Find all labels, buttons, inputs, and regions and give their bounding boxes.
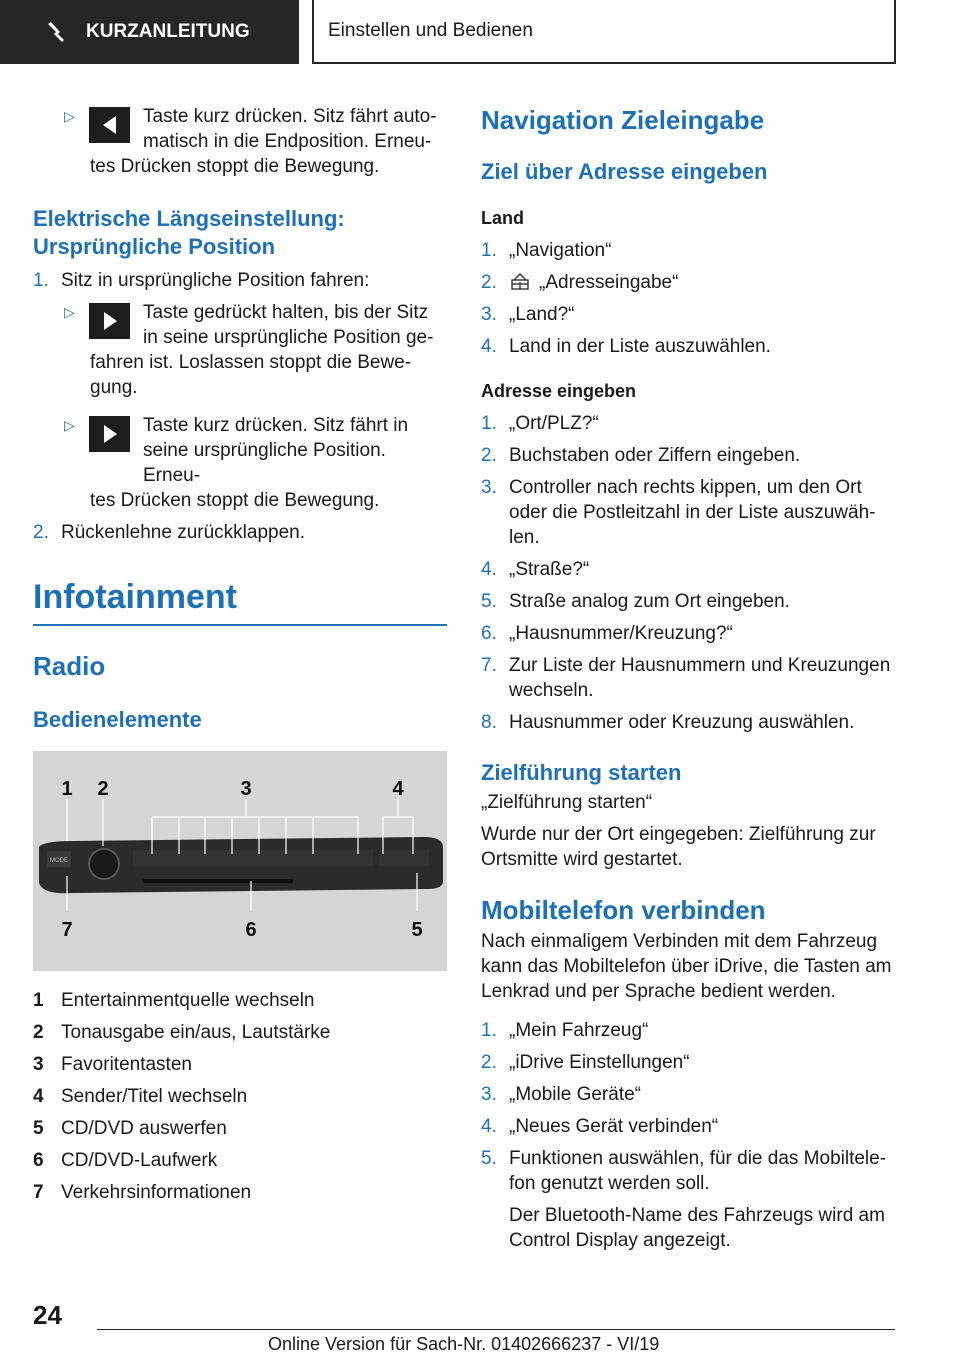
step-text: Hausnummer oder Kreuzung auswählen.	[509, 712, 855, 733]
step-number: 8.	[481, 712, 497, 733]
legend-item	[33, 1020, 447, 1045]
list-item	[481, 589, 896, 614]
step-number: 4.	[481, 336, 497, 357]
list-item	[481, 302, 896, 327]
legend-number: 5	[33, 1118, 44, 1139]
step-number: 1.	[33, 270, 49, 291]
legend-text: Verkehrsinformationen	[61, 1182, 252, 1203]
seat-forward-button-icon	[89, 416, 130, 452]
figure-label: 5	[411, 919, 423, 941]
list-item	[481, 621, 896, 646]
legend-text: Tonausgabe ein/aus, Lautstärke	[61, 1022, 331, 1043]
step-number: 1.	[481, 413, 497, 434]
legend-item	[33, 1180, 447, 1205]
step-number: 1.	[481, 1020, 497, 1041]
legend-text: Sender/Titel wechseln	[61, 1086, 248, 1107]
step-text: „Land?“	[509, 304, 575, 325]
seat-steps-continued	[33, 520, 447, 545]
step-text: „Neues Gerät verbinden“	[509, 1116, 719, 1137]
figure-label: 3	[240, 778, 252, 800]
figure-mode-label: MODE	[50, 858, 68, 864]
label-address-input: Adresse eingeben	[481, 381, 637, 401]
heading-radio: Radio	[33, 651, 106, 681]
bullet-text-line: matisch in die Endposition. Erneu-	[143, 131, 432, 152]
page-number: 24	[33, 1300, 62, 1330]
step-text: „Mobile Geräte“	[509, 1084, 641, 1105]
heading-line: Ursprüngliche Position	[33, 234, 276, 259]
step-text: „Adresseingabe“	[539, 272, 679, 293]
phone-text: Nach einmaligem Verbinden mit dem Fahrzeug kann das Mobiltelefon über iDrive, die Tasten am Lenkrad und per Sprache bedient werden.	[481, 931, 892, 1002]
step-number: 5.	[481, 1148, 497, 1169]
list-item	[481, 1050, 896, 1075]
route-text: Wurde nur der Ort eingegeben: Zielführung zur Ortsmitte wird gestartet.	[481, 824, 876, 870]
legend-text: Favoritentasten	[61, 1054, 192, 1075]
heading-address: Ziel über Adresse eingeben	[481, 159, 768, 184]
legend-number: 2	[33, 1022, 44, 1043]
step-text: Land in der Liste auszuwählen.	[509, 336, 771, 357]
figure-label: 2	[97, 778, 109, 800]
list-item	[33, 268, 447, 293]
list-item	[481, 334, 896, 359]
step-number: 4.	[481, 559, 497, 580]
list-item	[481, 238, 896, 263]
bullet-triangle-icon: ▷	[64, 108, 75, 124]
chapter-tab[interactable]	[0, 0, 299, 64]
land-steps	[481, 238, 896, 359]
step-number: 2.	[481, 272, 497, 293]
footer-rule	[97, 1329, 895, 1330]
bullet-text-line: tes Drücken stoppt die Bewegung.	[90, 156, 380, 177]
heading-route-guidance: Zielführung starten	[481, 760, 682, 785]
step-text: Rückenlehne zurückklappen.	[61, 522, 305, 543]
step-text: Funktionen auswählen, für die das Mobiltele-fon genutzt werden soll.	[509, 1148, 887, 1194]
bullet-text-line: Taste kurz drücken. Sitz fährt auto-	[143, 106, 437, 127]
figure-label: 1	[61, 778, 73, 800]
step-number: 3.	[481, 477, 497, 498]
step-number: 6.	[481, 623, 497, 644]
bullet-text-line: Taste gedrückt halten, bis der Sitz	[143, 302, 429, 323]
heading-navigation: Navigation Zieleingabe	[481, 105, 765, 135]
list-item	[481, 270, 896, 295]
step-text: „Ort/PLZ?“	[509, 413, 599, 434]
list-item	[481, 557, 896, 582]
legend-item	[33, 1116, 447, 1141]
legend-item	[33, 1052, 447, 1077]
step-number: 2.	[481, 1052, 497, 1073]
figure-label: 4	[392, 778, 404, 800]
heading-rule	[33, 624, 447, 626]
bullet-text-line: tes Drücken stoppt die Bewegung.	[90, 490, 380, 511]
bullet-text-line: in seine ursprüngliche Position ge-	[143, 327, 434, 348]
heading-bedienelemente: Bedienelemente	[33, 707, 202, 732]
legend-number: 3	[33, 1054, 44, 1075]
step-number: 4.	[481, 1116, 497, 1137]
step-text: Zur Liste der Hausnummern und Kreuzungen wechseln.	[509, 655, 891, 701]
heading-line: Elektrische Längseinstellung:	[33, 206, 345, 231]
right-column	[481, 104, 896, 1253]
legend-list	[33, 988, 447, 1205]
chapter-tab-label: KURZANLEITUNG	[86, 21, 250, 42]
route-quote: „Zielführung starten“	[481, 792, 653, 813]
section-title	[312, 0, 896, 64]
figure-label: 6	[245, 919, 257, 941]
legend-item	[33, 988, 447, 1013]
step-text: „Navigation“	[509, 240, 612, 261]
list-item	[33, 520, 447, 545]
step-text: Sitz in ursprüngliche Position fahren:	[61, 270, 370, 291]
radio-controls-figure	[33, 751, 447, 971]
step-text: „Straße?“	[509, 559, 590, 580]
step-text: Buchstaben oder Ziffern eingeben.	[509, 445, 801, 466]
legend-text: CD/DVD auswerfen	[61, 1118, 227, 1139]
step-text: „Hausnummer/Kreuzung?“	[509, 623, 733, 644]
address-steps	[481, 411, 896, 735]
list-item	[481, 1114, 896, 1139]
heading-seat-position	[33, 205, 447, 261]
list-item	[481, 1146, 896, 1196]
bullet-text-line: seine ursprüngliche Position. Erneu-	[143, 440, 386, 486]
step-number: 1.	[481, 240, 497, 261]
left-column	[33, 104, 447, 1212]
bullet-hold	[33, 300, 447, 400]
step-text: Straße analog zum Ort eingeben.	[509, 591, 790, 612]
legend-item	[33, 1148, 447, 1173]
step-text: Controller nach rechts kippen, um den Ort oder die Postleitzahl in der Liste auszuwäh-len.	[509, 477, 876, 548]
legend-text: CD/DVD-Laufwerk	[61, 1150, 218, 1171]
bullet-text-line: Taste kurz drücken. Sitz fährt in	[143, 415, 409, 436]
step-number: 3.	[481, 1084, 497, 1105]
heading-phone: Mobiltelefon verbinden	[481, 895, 766, 925]
step-text: „iDrive Einstellungen“	[509, 1052, 690, 1073]
bullet-endposition	[33, 104, 447, 179]
step-number: 7.	[481, 655, 497, 676]
step-number: 5.	[481, 591, 497, 612]
online-version-text: Online Version für Sach-Nr. 01402666237 - VI/19	[268, 1334, 660, 1354]
bullet-text-line: fahren ist. Loslassen stoppt die Bewe-	[90, 352, 412, 373]
step-number: 2.	[33, 522, 49, 543]
bullet-text-line: gung.	[90, 377, 138, 398]
seat-forward-button-icon	[89, 303, 130, 339]
legend-number: 4	[33, 1086, 44, 1107]
list-item	[481, 1082, 896, 1107]
seat-back-button-icon	[89, 107, 130, 143]
step-text: „Mein Fahrzeug“	[509, 1020, 649, 1041]
legend-number: 6	[33, 1150, 44, 1171]
figure-label: 7	[61, 919, 73, 941]
bullet-triangle-icon: ▷	[64, 417, 75, 433]
list-item	[481, 710, 896, 735]
phone-note: Der Bluetooth-Name des Fahrzeugs wird am Control Display angezeigt.	[509, 1205, 885, 1251]
list-item	[481, 475, 896, 550]
address-input-icon	[509, 271, 531, 291]
seat-steps	[33, 268, 447, 293]
legend-text: Entertainmentquelle wechseln	[61, 990, 315, 1011]
list-item	[481, 443, 896, 468]
list-item	[481, 653, 896, 703]
legend-item	[33, 1084, 447, 1109]
bullet-short	[33, 413, 447, 513]
phone-steps	[481, 1018, 896, 1196]
legend-number: 7	[33, 1182, 44, 1203]
bullet-triangle-icon: ▷	[64, 304, 75, 320]
label-land: Land	[481, 208, 524, 228]
list-item	[481, 1018, 896, 1043]
section-title-label: Einstellen und Bedienen	[328, 20, 533, 41]
legend-number: 1	[33, 990, 44, 1011]
heading-infotainment: Infotainment	[33, 578, 237, 616]
step-number: 3.	[481, 304, 497, 325]
quick-guide-icon	[46, 21, 68, 43]
radio-panel-illustration	[33, 751, 447, 971]
list-item	[481, 411, 896, 436]
step-number: 2.	[481, 445, 497, 466]
